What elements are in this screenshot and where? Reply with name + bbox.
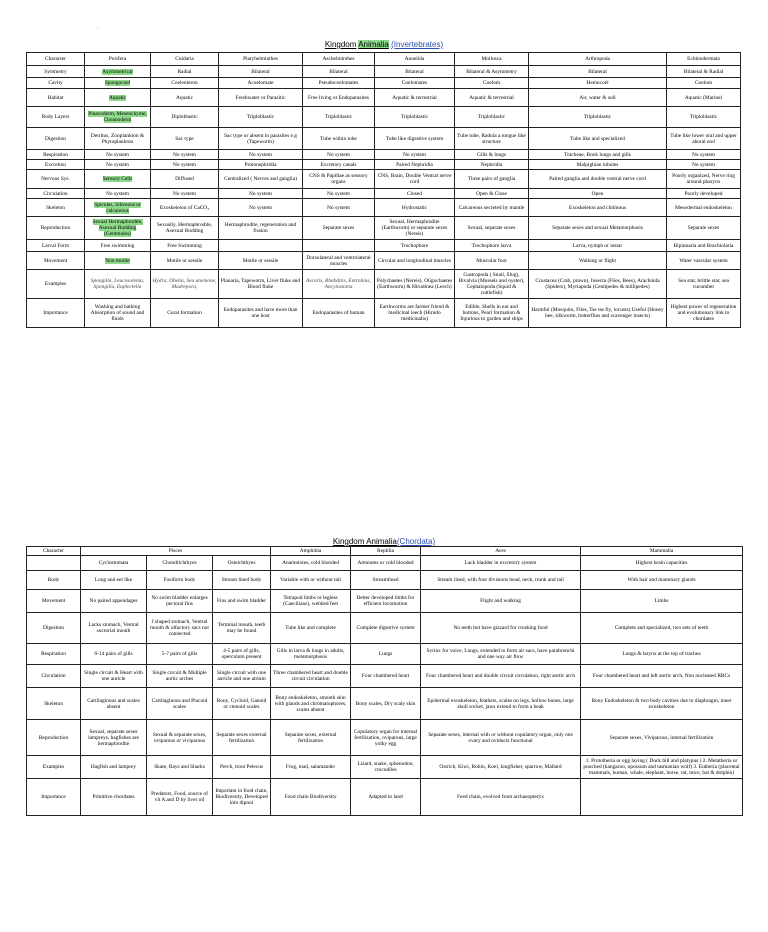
- cell-mollusca: Edible, Shells in ear and buttons, Pearl formation & Injurious to garden and ships: [455, 299, 529, 328]
- cell-cnidaria: Coelenteron: [151, 78, 219, 89]
- cell-porifera: [85, 89, 151, 107]
- cell-osteichthyes: Important in food chain, Biodiversity, Developed into dipnoi: [213, 779, 271, 816]
- cell-mammalia: Four chambered heart and left aortic arch, Non nucleated RBCs: [581, 665, 743, 688]
- cell-amphibia: Tetrapod limbs or legless (Caecilians), webbed feet: [271, 590, 351, 613]
- cell-mammalia: Lungs & larynx at the top of trachea: [581, 644, 743, 665]
- cell-mollusca: Coelom: [455, 78, 529, 89]
- row-label: Importance: [27, 299, 85, 328]
- cell-cnidaria: Diffused: [151, 170, 219, 189]
- cell-cnidaria: Sac type: [151, 128, 219, 150]
- cell-aschelminthes: Pseudocoelomates: [303, 78, 375, 89]
- cell-mollusca: Sexual, separate sexes: [455, 217, 529, 240]
- cell-arthropoda: Air, water & soil: [529, 89, 667, 107]
- header-echinodermata: Echinodermata: [667, 53, 741, 66]
- invertebrates-table: [26, 52, 741, 328]
- cell-mollusca: Three pairs of ganglia: [455, 170, 529, 189]
- cell-aschelminthes: Tube within tube: [303, 128, 375, 150]
- cell-aschelminthes: Bilateral: [303, 66, 375, 78]
- header-annelida: Annelida: [375, 53, 455, 66]
- row-circulation: [27, 189, 741, 199]
- row-circulation: [27, 665, 743, 688]
- cell-echinodermata: Tube like lower oral and upper aboral end: [667, 128, 741, 150]
- invertebrates-title: Kingdom Animalia (Invertebrates): [324, 40, 444, 49]
- cell-amphibia: Variable with or without tail: [271, 571, 351, 590]
- row-body: [27, 571, 743, 590]
- row-label: Larval Form: [27, 240, 85, 252]
- cell-porifera: Detritus, Zooplankton & Phytoplankton: [85, 128, 151, 150]
- cell-reptilia: Better developed limbs for efficient locomotion: [351, 590, 421, 613]
- cell-amphibia: Gills in larva & lungs in adults, metamorphosis: [271, 644, 351, 665]
- cell-reptilia: Copulatory organ for internal fertilization, oviparous, large yolky egg: [351, 720, 421, 756]
- row-label: Symmetry: [27, 66, 85, 78]
- cell-aschelminthes: [303, 240, 375, 252]
- cell-cnidaria: No system: [151, 150, 219, 160]
- cell-annelida: Trochophore: [375, 240, 455, 252]
- cell-porifera: No system: [85, 189, 151, 199]
- cell-cnidaria: Aquatic: [151, 89, 219, 107]
- highlighted-text: Aquatic: [108, 94, 127, 101]
- cell-aves: Separate sexes, internal with or without copulatory organ, only one ovary and oviducts functional: [421, 720, 581, 756]
- cell-annelida: Aquatic & terrestrial: [375, 89, 455, 107]
- cell-chondrichthyes: Fusiform body: [147, 571, 213, 590]
- cell-mollusca: Bilateral & Asymmetry: [455, 66, 529, 78]
- cell-arthropoda: Hemocoel: [529, 78, 667, 89]
- header-aschelminthes: Aschelminthes: [303, 53, 375, 66]
- cell-reptilia: Complete digestive system: [351, 613, 421, 644]
- cell-mollusca: Nephridia: [455, 160, 529, 170]
- cell-aschelminthes: Dorsolateral and ventrolateral muscles: [303, 252, 375, 270]
- cell-arthropoda: Malpighian tubules: [529, 160, 667, 170]
- cell-osteichthyes: Stream lined body: [213, 571, 271, 590]
- cell-annelida: Bilateral: [375, 66, 455, 78]
- highlighted-text: Non motile: [105, 257, 130, 264]
- row-label: Excretion: [27, 160, 85, 170]
- cell-porifera: Free swimming: [85, 240, 151, 252]
- cell-chondrichthyes: Sexual & separate sexes, oviparous or viviparous: [147, 720, 213, 756]
- row-symmetry: [27, 66, 741, 78]
- row-label: Respiration: [27, 150, 85, 160]
- cell-osteichthyes: Terminal mouth, teeth may be found: [213, 613, 271, 644]
- row-label: Movement: [27, 252, 85, 270]
- cell-cnidaria: Radial: [151, 66, 219, 78]
- header-porifera: Porifera: [85, 53, 151, 66]
- cell-aschelminthes: No system: [303, 189, 375, 199]
- cell-aschelminthes: Ascaris, Rhabditis, Entrobius, Ancylostoma: [303, 270, 375, 299]
- cell-reptilia: Adapted to land: [351, 779, 421, 816]
- row-label: Examples: [27, 270, 85, 299]
- cell-platyhelminthes: Acoelomate: [219, 78, 303, 89]
- cell-annelida: Circular and longitudinal muscles: [375, 252, 455, 270]
- cell-echinodermata: Sea star, brittle star, sea cucumber: [667, 270, 741, 299]
- row-label: Cavity: [27, 78, 85, 89]
- cell-annelida: Hydrostatic: [375, 199, 455, 217]
- row-label: Habitat: [27, 89, 85, 107]
- header-cnidaria: Cnidaria: [151, 53, 219, 66]
- cell-cyclostomata: Primitive chordates: [81, 779, 147, 816]
- cell-reptilia: Streamlined: [351, 571, 421, 590]
- cell-aschelminthes: CNS & Papillae as sensory organs: [303, 170, 375, 189]
- cell-echinodermata: Poorly developed: [667, 189, 741, 199]
- cell-aves: Four chambered heart and double circuit circulation, right aortic arch: [421, 665, 581, 688]
- cell-mammalia: Bony Endoskeleton & two body cavities due to diaphragm, inner exoskeleton: [581, 688, 743, 720]
- subheader-osteichthyes: Osteichthyes: [213, 556, 271, 571]
- cell-echinodermata: Mesodermal endoskeleton: [667, 199, 741, 217]
- cell-echinodermata: Bilateral & Radial: [667, 66, 741, 78]
- cell-chondrichthyes: 5-7 pairs of gills: [147, 644, 213, 665]
- cell-platyhelminthes: No system: [219, 189, 303, 199]
- row-label: Nervous Sys.: [27, 170, 85, 189]
- chordates-table: [26, 546, 743, 816]
- row-importance: [27, 299, 741, 328]
- row-digestion: [27, 613, 743, 644]
- cell-aschelminthes: Triploblastic: [303, 107, 375, 128]
- cell-osteichthyes: 4-5 pairs of gills, operculum present: [213, 644, 271, 665]
- stray-mark: ·: [97, 27, 99, 32]
- header-mammalia: Mammalia: [581, 547, 743, 556]
- cell-reptilia: Four chambered heart: [351, 665, 421, 688]
- header-arthropoda: Arthropoda: [529, 53, 667, 66]
- cell-amphibia: Separate sexes, external fertilization: [271, 720, 351, 756]
- cell-aschelminthes: No system: [303, 150, 375, 160]
- cell-aves: Epidermal exoskeleton, feathers, scales on legs, hollow bones, large skull socket, jaws extend to form a beak: [421, 688, 581, 720]
- row-nervous-sys: [27, 170, 741, 189]
- cell-reptilia: Bony scales, Dry scaly skin: [351, 688, 421, 720]
- cell-annelida: Tube like digestive system: [375, 128, 455, 150]
- header-amphibia: Amphibia: [271, 547, 351, 556]
- chordates-title: Kingdom Animalia(Chordata): [332, 537, 436, 546]
- cell-cnidaria: Motile or sessile: [151, 252, 219, 270]
- cell-mollusca: Triploblastic: [455, 107, 529, 128]
- cell-echinodermata: No system: [667, 150, 741, 160]
- cell-cnidaria: No system: [151, 189, 219, 199]
- row-movement: [27, 590, 743, 613]
- row-label: Digestion: [27, 128, 85, 150]
- cell-cyclostomata: Sexual, separate sexes lampreys, hagfishes are hermaphrodite: [81, 720, 147, 756]
- header-platyhelminthes: Platyhelminthes: [219, 53, 303, 66]
- cell-aves: No teeth but have gizzard for crushing food: [421, 613, 581, 644]
- row-reproduction: [27, 720, 743, 756]
- cell-amphibia: Food chain Biodiversity: [271, 779, 351, 816]
- cell-mollusca: Open & Close: [455, 189, 529, 199]
- subheader-chondrichthyes: Chondrichthyes: [147, 556, 213, 571]
- cell-echinodermata: Coelom: [667, 78, 741, 89]
- cell-chondrichthyes: Skate, Rays and Sharks: [147, 756, 213, 779]
- cell-chondrichthyes: No swim bladder enlarges pectoral fins: [147, 590, 213, 613]
- cell-arthropoda: Harmful (Mosquito, Flies, Tse tse fly, locusts) Useful (Honey bee, silkworm, butterflies and scavenger insects): [529, 299, 667, 328]
- cell-annelida: CNS, Brain, Double Ventral nerve cord: [375, 170, 455, 189]
- cell-echinodermata: Separate sexes: [667, 217, 741, 240]
- header-character: Character: [27, 547, 81, 556]
- cell-annelida: Earthworms are farmer friend & medicinal leech (Hirudo medicinalis): [375, 299, 455, 328]
- subheader-cyclostomata: Cyclostomata: [81, 556, 147, 571]
- row-importance: [27, 779, 743, 816]
- cell-arthropoda: Bilateral: [529, 66, 667, 78]
- row-label: Skeleton: [27, 688, 81, 720]
- cell-chondrichthyes: Single circuit & Multiple aortic arches: [147, 665, 213, 688]
- cell-porifera: [85, 78, 151, 89]
- cell-platyhelminthes: No system: [219, 199, 303, 217]
- highlighted-text: Asymmetrical: [102, 68, 133, 75]
- row-skeleton: [27, 199, 741, 217]
- row-skeleton: [27, 688, 743, 720]
- subheader-blank: [27, 556, 81, 571]
- cell-platyhelminthes: Endoparasites and have more than one host: [219, 299, 303, 328]
- cell-arthropoda: Crustacea (Crab, prawn), Insecta (Flies, Bees), Arachnida (Spiders), Myriapoda (Centipedes & millipedes): [529, 270, 667, 299]
- highlighted-text: Spicules, Siliceous or calcareous: [94, 201, 141, 214]
- cell-osteichthyes: Separate sexes external fertilization: [213, 720, 271, 756]
- cell-osteichthyes: Bony, Cycloid, Ganoid or ctenoid scales: [213, 688, 271, 720]
- cell-platyhelminthes: Planaria, Tapeworm, Liver fluke and Blood fluke: [219, 270, 303, 299]
- row-body-layers: [27, 107, 741, 128]
- cell-cyclostomata: Cartilaginous and scales absent: [81, 688, 147, 720]
- cell-echinodermata: Highest power of regeneration and evolutionary link to chordates: [667, 299, 741, 328]
- row-label: Examples: [27, 756, 81, 779]
- cell-echinodermata: Bipinnaria and Brachiolaria: [667, 240, 741, 252]
- cell-arthropoda: Larva, nymph or instar: [529, 240, 667, 252]
- row-label: Reproduction: [27, 720, 81, 756]
- cell-mammalia: Limbs: [581, 590, 743, 613]
- cell-amphibia: Bony endoskeleton, smooth skin with glands and chromatophores, scales absent: [271, 688, 351, 720]
- cell-mollusca: Gills & lungs: [455, 150, 529, 160]
- cell-osteichthyes: Perch, trout Pelecus: [213, 756, 271, 779]
- row-label: Skeleton: [27, 199, 85, 217]
- cell-arthropoda: Walking or flight: [529, 252, 667, 270]
- highlighted-text: Sexual Hermaphrodite, Asexual Budding (Gemmules): [92, 219, 143, 237]
- cell-cyclostomata: Lacks stomach, Ventral suctorial mouth: [81, 613, 147, 644]
- cell-platyhelminthes: Centralized ( Nerves and ganglia): [219, 170, 303, 189]
- cell-arthropoda: Tracheae, Book lungs and gills: [529, 150, 667, 160]
- row-habitat: [27, 89, 741, 107]
- cell-mollusca: Trochophore larva: [455, 240, 529, 252]
- row-cavity: [27, 78, 741, 89]
- row-movement: [27, 252, 741, 270]
- cell-arthropoda: Exoskeleton and chitinous: [529, 199, 667, 217]
- row-examples: [27, 270, 741, 299]
- cell-cnidaria: Sexually, Hermaphrodite, Asexual Budding: [151, 217, 219, 240]
- header-pisces: Pisces: [81, 547, 271, 556]
- cell-arthropoda: Paired ganglia and double ventral nerve cord: [529, 170, 667, 189]
- cell-porifera: Spongilla, Leucosolenia, Spongilla, Euplectella: [85, 270, 151, 299]
- cell-platyhelminthes: Triploblastic: [219, 107, 303, 128]
- cell-aschelminthes: Separate sexes: [303, 217, 375, 240]
- cell-arthropoda: Open: [529, 189, 667, 199]
- header-aves: Aves: [421, 547, 581, 556]
- row-label: Circulation: [27, 665, 81, 688]
- cell-cnidaria: Coral formation: [151, 299, 219, 328]
- subheader-mammalia: Highest brain capacities: [581, 556, 743, 571]
- cell-mollusca: Tube tube, Radula a tongue like structure: [455, 128, 529, 150]
- cell-mollusca: Aquatic & terrestrial: [455, 89, 529, 107]
- row-label: Digestion: [27, 613, 81, 644]
- highlighted-text: Pinacoderm, Mesenchyme, Choanoderm: [88, 111, 147, 123]
- cell-cyclostomata: Single circuit & Heart with one auricle: [81, 665, 147, 688]
- cell-porifera: [85, 66, 151, 78]
- cell-cyclostomata: 6-14 pairs of gills: [81, 644, 147, 665]
- cell-echinodermata: Triploblastic: [667, 107, 741, 128]
- row-digestion: [27, 128, 741, 150]
- cell-mammalia: 1. Prototheria or egg laying ( Duck bill and platypus ) 2. Metatheria or pouched (kangaroo, opossum and tasmanian wolf) 3. Eutheria (placental mammals, human, whale, elephant, horse, rat, mice, bat & dolphin): [581, 756, 743, 779]
- cell-cnidaria: Diploblastic: [151, 107, 219, 128]
- cell-platyhelminthes: Freshwater or Parasitic: [219, 89, 303, 107]
- cell-platyhelminthes: Sac type or absent in parasites e.g (Tapeworm): [219, 128, 303, 150]
- cell-platyhelminthes: Hermaphrodite, regeneration and fission: [219, 217, 303, 240]
- cell-porifera: [85, 199, 151, 217]
- cell-porifera: [85, 252, 151, 270]
- row-excretion: [27, 160, 741, 170]
- header-reptilia: Reptilia: [351, 547, 421, 556]
- cell-annelida: Triploblastic: [375, 107, 455, 128]
- header-character: Character: [27, 53, 85, 66]
- cell-arthropoda: Separate sexes and sexual Metamorphosis: [529, 217, 667, 240]
- cell-platyhelminthes: Motile or sessile: [219, 252, 303, 270]
- cell-echinodermata: No system: [667, 160, 741, 170]
- cell-annelida: Polychaetes (Nereis), Oligochaetes (Earthworm) & Hirudinea (Leech): [375, 270, 455, 299]
- cell-reptilia: Lungs: [351, 644, 421, 665]
- cell-cnidaria: Hydra, Obelia, Sea anemone, Madrepora,: [151, 270, 219, 299]
- cell-chondrichthyes: Cartilaginous and Placoid scales: [147, 688, 213, 720]
- cell-mammalia: Separate sexes, Viviparous, internal fertilization: [581, 720, 743, 756]
- cell-aves: Flight and walking: [421, 590, 581, 613]
- cell-echinodermata: Poorly organized, Nerve ring around pharynx: [667, 170, 741, 189]
- cell-cnidaria: Free Swimming: [151, 240, 219, 252]
- row-label: Importance: [27, 779, 81, 816]
- cell-porifera: No system: [85, 150, 151, 160]
- cell-annelida: No system: [375, 150, 455, 160]
- cell-cyclostomata: Long and eel like: [81, 571, 147, 590]
- row-label: Respiration: [27, 644, 81, 665]
- subheader-aves: Lack bladder in excretory system: [421, 556, 581, 571]
- cell-annelida: Coelomates: [375, 78, 455, 89]
- row-reproduction: [27, 217, 741, 240]
- cell-aves: Feed chain, evolved from archaeopteryx: [421, 779, 581, 816]
- cell-mammalia: [581, 779, 743, 816]
- cell-mammalia: Complete and specialized, two sets of teeth: [581, 613, 743, 644]
- cell-platyhelminthes: Protonephridia: [219, 160, 303, 170]
- cell-porifera: Washing and bathing Absorption of sound and fluids: [85, 299, 151, 328]
- cell-echinodermata: Aquatic (Marine): [667, 89, 741, 107]
- cell-platyhelminthes: [219, 240, 303, 252]
- cell-mammalia: With hair and mammary glands: [581, 571, 743, 590]
- cell-arthropoda: Tube like and specialized: [529, 128, 667, 150]
- cell-mollusca: Calcareous secreted by mantle: [455, 199, 529, 217]
- cell-aschelminthes: No system: [303, 199, 375, 217]
- cell-platyhelminthes: Bilateral: [219, 66, 303, 78]
- cell-osteichthyes: Fins and swim bladder: [213, 590, 271, 613]
- row-respiration: [27, 150, 741, 160]
- cell-chondrichthyes: J shaped stomach, Ventral mouth & olfactory sacs not connected: [147, 613, 213, 644]
- cell-osteichthyes: Single circuit with one auricle and one atrium: [213, 665, 271, 688]
- row-label: Body Layers: [27, 107, 85, 128]
- cell-cyclostomata: Hagfish and lamprey: [81, 756, 147, 779]
- cell-arthropoda: Triploblastic: [529, 107, 667, 128]
- row-label: Movement: [27, 590, 81, 613]
- subheader-reptilia: Amniotes or cold blooded: [351, 556, 421, 571]
- highlighted-text: Sensory Cells: [102, 176, 133, 182]
- cell-chondrichthyes: Predators, Food, source of vit A and D by liver oil: [147, 779, 213, 816]
- cell-aves: Ostrich, Kiwi, Robin, Koel, kingfisher, sparrow, Mallard: [421, 756, 581, 779]
- cell-porifera: No system: [85, 160, 151, 170]
- row-respiration: [27, 644, 743, 665]
- header-mollusca: Mollusca: [455, 53, 529, 66]
- row-label: Reproduction: [27, 217, 85, 240]
- cell-amphibia: Frog, toad, salamander: [271, 756, 351, 779]
- cell-reptilia: Lizard, snake, sphenodon, crocodiles: [351, 756, 421, 779]
- cell-aschelminthes: Excretory canals: [303, 160, 375, 170]
- highlighted-text: Spongocoel: [104, 80, 131, 86]
- cell-annelida: Paired Nephridia: [375, 160, 455, 170]
- cell-cnidaria: Exoskeleton of CaCO₃: [151, 199, 219, 217]
- cell-aves: Syrinx for voice, Lungs, extended to form air sacs, have parabronchi and one way air flow: [421, 644, 581, 665]
- cell-annelida: Sexual, Hermaphrodite (Earthworm) or separate sexes (Nereis): [375, 217, 455, 240]
- cell-mollusca: Muscular foot: [455, 252, 529, 270]
- row-label: Circulation: [27, 189, 85, 199]
- cell-aschelminthes: Endoparasites of human: [303, 299, 375, 328]
- cell-amphibia: Three chambered heart and double circuit circulation: [271, 665, 351, 688]
- cell-porifera: [85, 107, 151, 128]
- cell-aves: Stream lined, with four divisions head, neck, trunk and tail: [421, 571, 581, 590]
- row-examples: [27, 756, 743, 779]
- row-label: Body: [27, 571, 81, 590]
- cell-porifera: [85, 217, 151, 240]
- cell-mollusca: Gastropoda ( Snail, Slug), Bivalvia (Mussels and oyster), Cephalopoda (Squid & cuttlefish): [455, 270, 529, 299]
- cell-aschelminthes: Free living or Endoparasites: [303, 89, 375, 107]
- cell-porifera: [85, 170, 151, 189]
- subheader-amphibia: Anamniotes, cold blooded: [271, 556, 351, 571]
- cell-amphibia: Tube like and complete: [271, 613, 351, 644]
- cell-cnidaria: No system: [151, 160, 219, 170]
- cell-annelida: Closed: [375, 189, 455, 199]
- cell-echinodermata: Water vascular system: [667, 252, 741, 270]
- cell-cyclostomata: No paired appendages: [81, 590, 147, 613]
- cell-platyhelminthes: No system: [219, 150, 303, 160]
- row-larval-form: [27, 240, 741, 252]
